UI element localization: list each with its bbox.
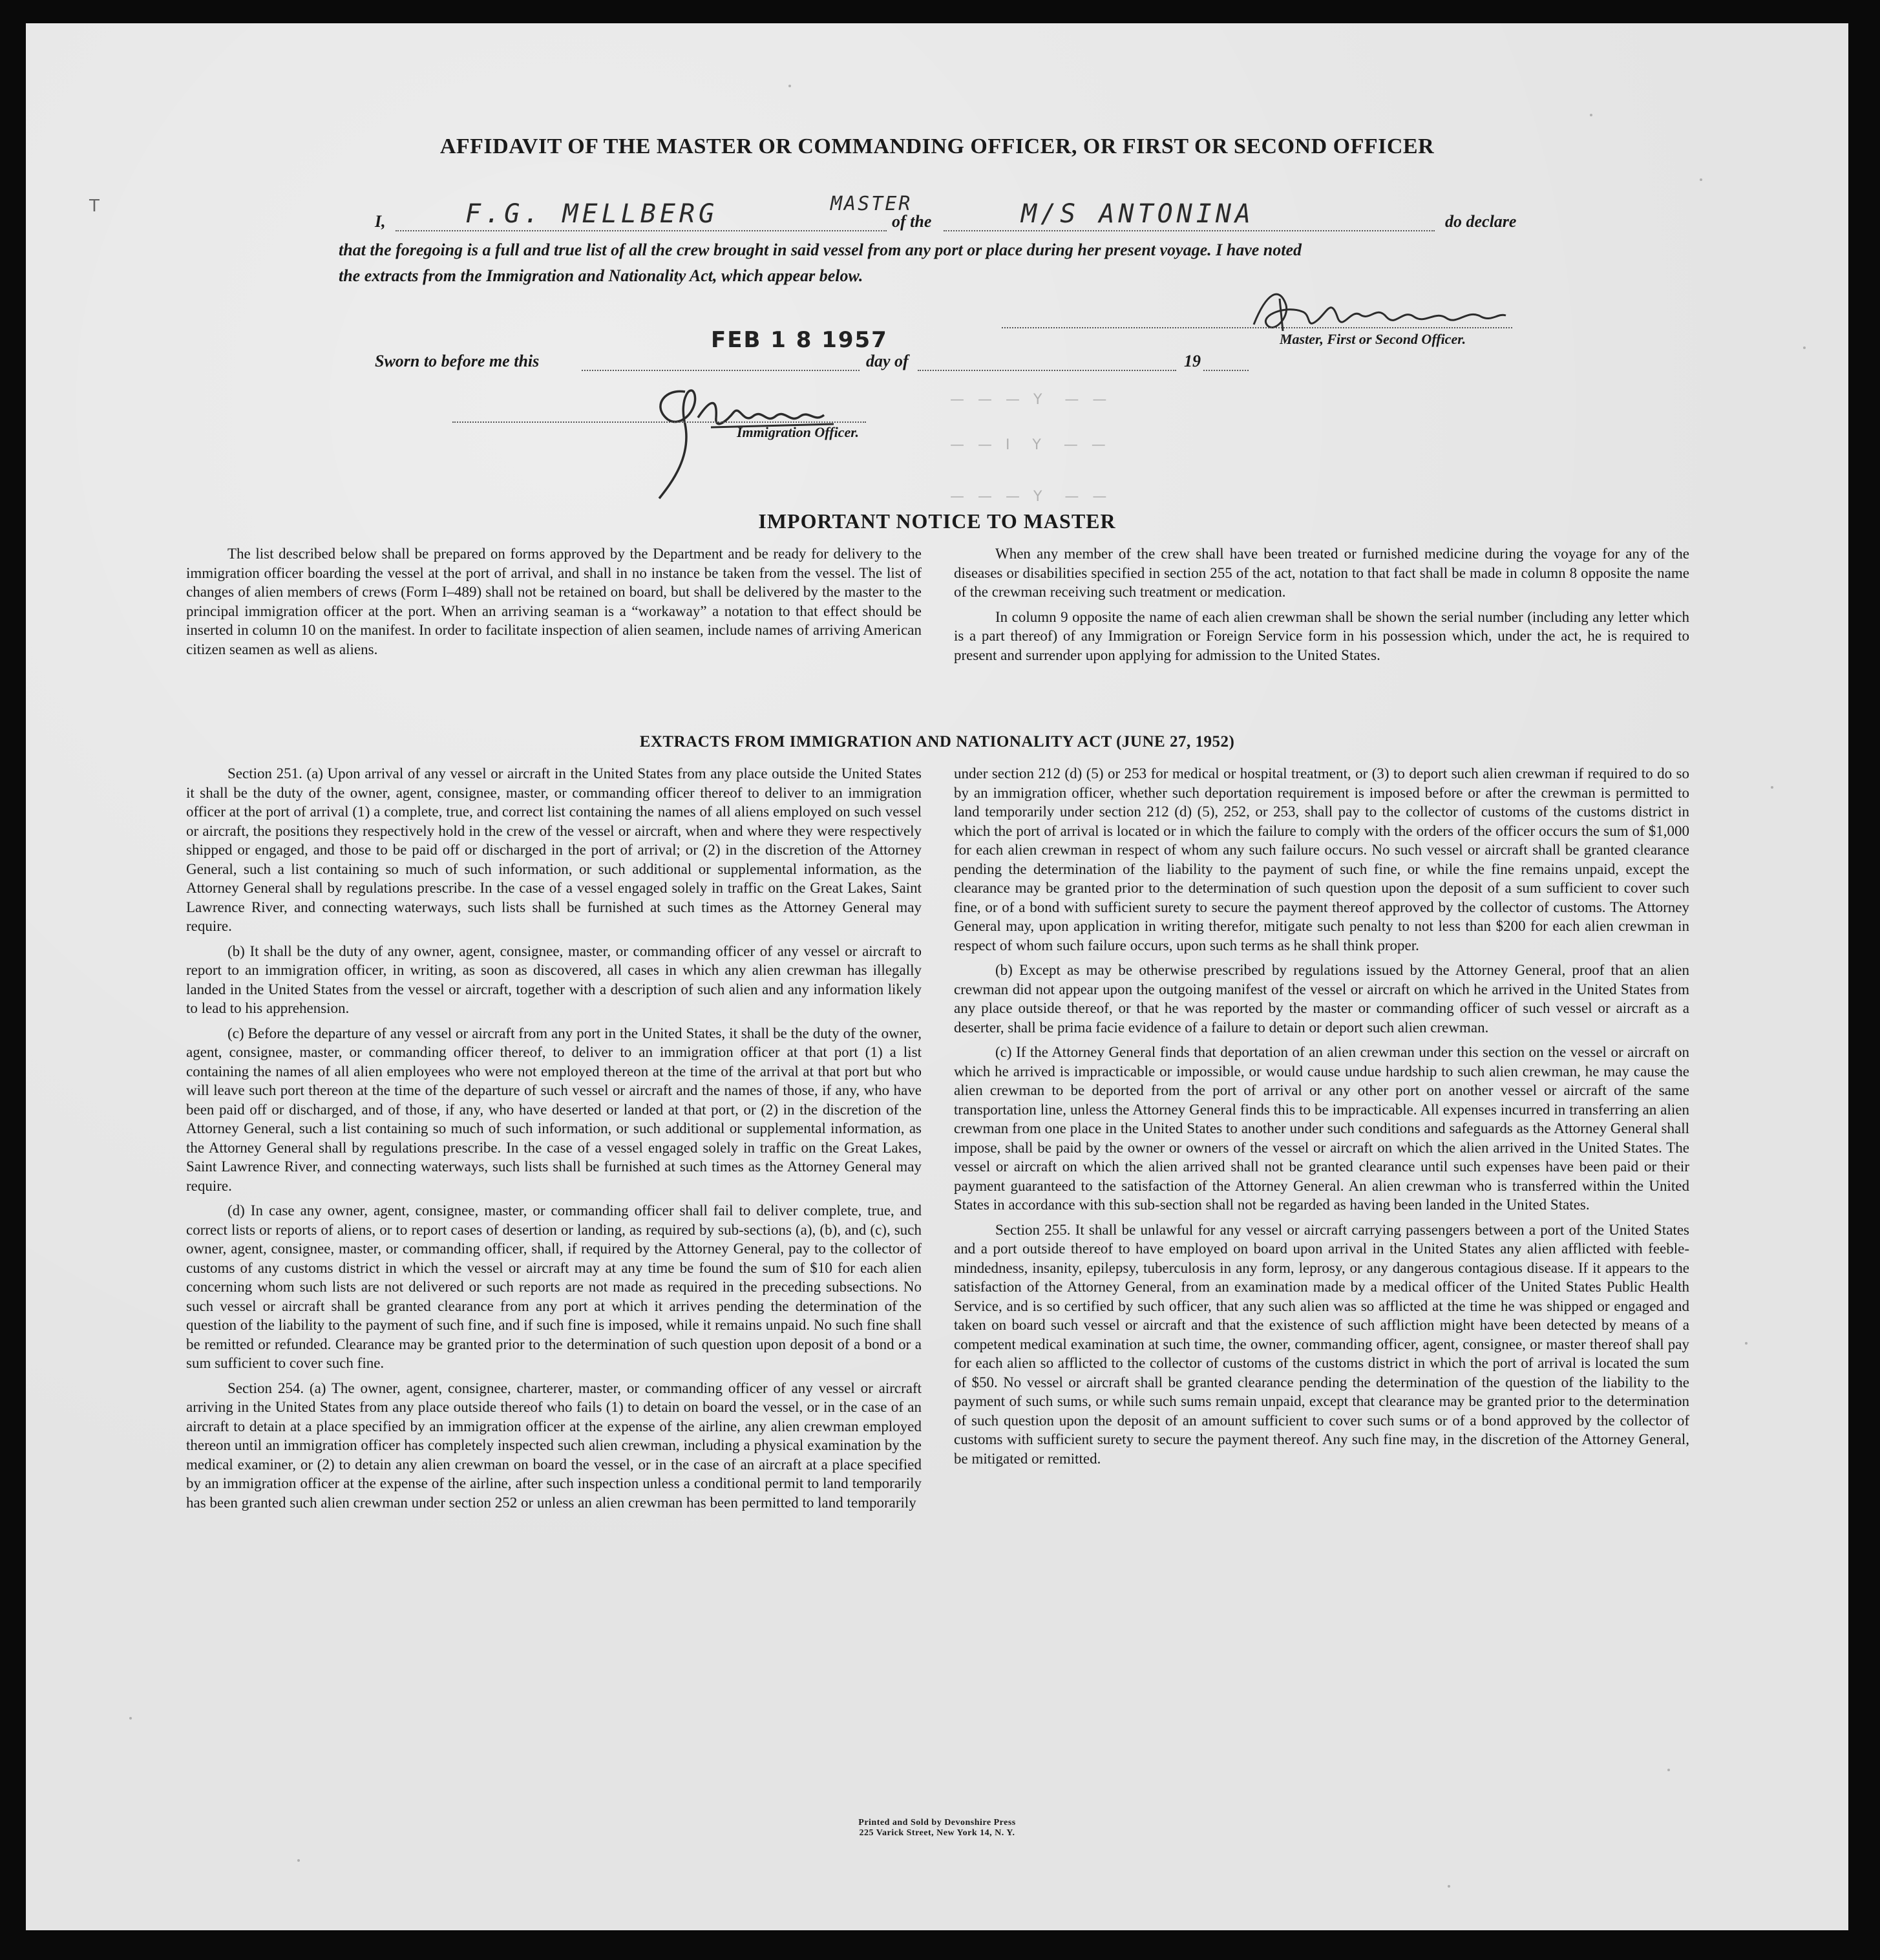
- sworn-label: Sworn to before me this: [375, 352, 540, 370]
- rank-handwritten: MASTER: [830, 193, 913, 215]
- vessel-name: M/S ANTONINA: [1021, 199, 1254, 229]
- section-251-d: (d) In case any owner, agent, consignee, master, or commanding officer shall fail to deliver complete, true, and correct lists or reports of aliens, or to report cases of desertion or landing, as required by sub-sections (a), (b), and (c), such owner, agent, consignee, master, or commanding officer, shall, if required by the Attorney General, pay to the collector of customs of any customs district in which the vessel or aircraft may at any time be found the sum of $10 for each alien concerning whom such lists are not delivered or such reports are not made as required in the preceding subsections. No such vessel or aircraft shall be granted clearance from any port at which it arrives pending the determination of the question of the liability to the payment of such fine, and if such fine is imposed, while it remains unpaid. No such fine shall be remitted or refunded. Clearance may be granted prior to the determination of such question upon deposit of a bond or a sum sufficient to cover such fine.: [186, 1202, 922, 1371]
- master-name-line: [396, 230, 887, 231]
- immigration-officer-line: [452, 421, 866, 423]
- printer-line-1: Printed and Sold by Devonshire Press: [858, 1818, 1016, 1827]
- immigration-officer-caption: Immigration Officer.: [737, 424, 860, 440]
- master-name: F.G. MELLBERG: [465, 199, 719, 229]
- day-of-label: day of: [866, 352, 909, 370]
- affidavit-form-page: [26, 23, 1848, 1930]
- scan-speck: [1667, 1769, 1670, 1771]
- section-251-c: (c) Before the departure of any vessel or aircraft from any port in the United States, it shall be the duty of the owner, agent, consignee, master, or commanding officer thereof, to deliver to an immigration officer at that port (1) a list containing the names of all alien employees who were not employed thereon at the time of the arrival at that port but who will leave such port thereon at the time of the departure of such vessel or aircraft and the names of those, if any, who have been paid off or discharged, and of those, if any, who have deserted or landed at that port, or (2) in the discretion of the Attorney General, such a list containing so much of such information, or such additional or supplemental information, as the Attorney General shall by regulations prescribe. In the case of a vessel engaged solely in traffic on the Great Lakes, Saint Lawrence River, and connecting waterways, such lists shall be furnished at such times as the Attorney General may require.: [186, 1025, 922, 1194]
- printer-line-2: 225 Varick Street, New York 14, N. Y.: [859, 1828, 1015, 1838]
- section-254-c: (c) If the Attorney General finds that deportation of an alien crewman under this section on the vessel or aircraft on which he arrived is impracticable or impossible, or would cause undue hardship to such alien crewman, he may cause the alien crewman to be deported from the port of arrival or any other port on another vessel or aircraft of the same transportation line, unless the Attorney General finds this to be impracticable. All expenses incurred in transferring an alien crewman from one place in the United States to another under such conditions and safeguards as the Attorney General shall impose, shall be paid by the owner or owners of the vessel or aircraft on which the alien arrived in the United States. The vessel or aircraft on which the alien arrived shall not be granted clearance until such expenses have been paid or their payment guaranteed to the satisfaction of the Attorney General. An alien crewman who is transferred within the United States in accordance with this sub-section shall not be regarded as having been landed in the United States.: [954, 1044, 1689, 1213]
- section-254-a: Section 254. (a) The owner, agent, consignee, charterer, master, or commanding officer of any vessel or aircraft arriving in the United States from any place outside thereof who fails (1) to detain on board the vessel, or in the case of an aircraft to detain at a place specified by an immigration officer at the expense of the airline, any alien crewman employed thereon until an immigration officer has completely inspected such alien crewman, including a physical examination by the medical examiner, or (2) to detain any alien crewman on board the vessel, or in the case of an aircraft at a place specified by an immigration officer at the expense of the airline, after such inspection unless a conditional permit to land temporarily has been granted such alien crewman under section 252 or unless an alien crewman has been permitted to land temporarily: [186, 1379, 922, 1511]
- sworn-year-line: [1203, 370, 1249, 371]
- scan-speck: [1700, 178, 1702, 181]
- sworn-day-line: [582, 370, 860, 371]
- section-254-a-continued: under section 212 (d) (5) or 253 for medical or hospital treatment, or (3) to deport such alien crewman if required to do so by an immigration officer, whether such deportation requirement is imposed before or after the crewman is permitted to land temporarily under section 212 (d) (5), 252, or 253, shall pay to the collector of customs of the customs district in which the port of arrival is located or in which the failure to comply with the orders of the officer occurs the sum of $1,000 for each alien crewman in respect of whom any such failure occurs. No such vessel or aircraft shall be granted clearance pending the determination of the liability to the payment of such fine, or while the fine remains unpaid, except the clearance may be granted prior to the determination of such question upon the deposit of a sum sufficient to cover such fine, or of a bond with sufficient surety to secure the payment thereof approved by the collector of customs. The Attorney General may, upon application in writing therefor, mitigate such penalty to not less than $200 for each alien crewman in respect of whom such failure occurs, upon such terms as he shall think proper.: [954, 765, 1689, 953]
- corner-mark: T: [89, 197, 100, 216]
- scan-speck: [1590, 114, 1592, 116]
- extracts-title: EXTRACTS FROM IMMIGRATION AND NATIONALITY ACT (JUNE 27, 1952): [639, 733, 1235, 751]
- affidavit-title: AFFIDAVIT OF THE MASTER OR COMMANDING OFFICER, OR FIRST OR SECOND OFFICER: [439, 134, 1435, 158]
- scan-speck: [1448, 1885, 1450, 1888]
- extracts-right-column: [954, 764, 1689, 1474]
- notice-title: IMPORTANT NOTICE TO MASTER: [758, 509, 1116, 533]
- notice-right-paragraph-2: In column 9 opposite the name of each alien crewman shall be shown the serial number (including any letter which is a part thereof) of any Immigration or Foreign Service form in his possession which, under the act, he is required to present and surrender upon applying for admission to the United States.: [954, 608, 1689, 663]
- scan-speck: [1745, 1342, 1748, 1345]
- notice-right-column: [954, 544, 1689, 670]
- scan-speck: [1771, 786, 1773, 789]
- year-label: 19: [1184, 352, 1201, 370]
- scan-speck: [1803, 346, 1806, 349]
- notice-right-paragraph-1: When any member of the crew shall have been treated or furnished medicine during the voyage for any of the diseases or disabilities specified in section 255 of the act, notation to that fact shall be made in column 8 opposite the name of the crewman receiving such treatment or medication.: [954, 546, 1689, 600]
- notice-left-paragraph: The list described below shall be prepared on forms approved by the Department and be ready for delivery to the immigration officer boarding the vessel at the port of arrival, and shall in no instance be taken from the vessel. The list of changes of alien members of crews (Form I–489) shall not be retained on board, but shall be delivered by the master to the principal immigration officer at the port. When an arriving seaman is a “workaway” a notation to that effect should be inserted in column 10 on the manifest. In order to facilitate inspection of alien seamen, include names of arriving American citizen seamen as well as aliens.: [186, 546, 922, 657]
- sworn-month-line: [918, 370, 1176, 371]
- bleed-through-mark: — — — Y — —: [950, 489, 1107, 505]
- i-label: I,: [375, 212, 386, 231]
- notice-left-column: [186, 544, 922, 665]
- master-signature-line: [1002, 327, 1512, 328]
- of-the-label: of the: [892, 212, 932, 231]
- extracts-left-column: [186, 764, 922, 1518]
- statement-line-1: that the foregoing is a full and true list of all the crew brought in said vessel from any port or place during her present voyage. I have noted: [339, 240, 1302, 259]
- scan-speck: [129, 1717, 132, 1720]
- printer-imprint: [26, 1818, 1848, 1838]
- section-251-b: (b) It shall be the duty of any owner, agent, consignee, master, or commanding officer of any vessel or aircraft to report to an immigration officer, in writing, as soon as discovered, all cases in which any alien crewman has illegally landed in the United States from the vessel or aircraft, together with a description of such alien and any information likely to lead to his apprehension.: [186, 943, 922, 1016]
- date-stamp: FEB 1 8 1957: [711, 327, 888, 353]
- scan-speck: [788, 85, 791, 87]
- section-251-a: Section 251. (a) Upon arrival of any vessel or aircraft in the United States from any place outside the United States it shall be the duty of the owner, agent, consignee, master, or commanding officer thereof to deliver to an immigration officer at the port of arrival (1) a complete, true, and correct list containing the names of all aliens employed on such vessel or aircraft, the positions they respectively hold in the crew of the vessel or aircraft, when and where they were respectively shipped or engaged, and those to be paid off or discharged in the port of arrival; or (2) in the discretion of the Attorney General, such a list containing so much of such information, or such additional or supplemental information, as the Attorney General shall by regulations prescribe. In the case of a vessel engaged solely in traffic on the Great Lakes, Saint Lawrence River, and connecting waterways, such lists shall be furnished at such times as the Attorney General may require.: [186, 765, 922, 934]
- statement-line-2: the extracts from the Immigration and Nationality Act, which appear below.: [339, 266, 863, 285]
- bleed-through-mark: — — I Y — —: [950, 437, 1106, 453]
- vessel-name-line: [944, 230, 1435, 231]
- bleed-through-mark: — — — Y — —: [950, 392, 1107, 408]
- section-255: Section 255. It shall be unlawful for any vessel or aircraft carrying passengers between a port of the United States and a port outside thereof to have employed on board upon arrival in the United States any alien afflicted with feeble-mindedness, insanity, epilepsy, tuberculosis in any form, leprosy, or any dangerous contagious disease. If it appears to the satisfaction of the Attorney General, from an examination made by a medical officer of the United States Public Health Service, and is so certified by such officer, that any such alien was so afflicted at the time he was shipped or engaged and taken on board such vessel or aircraft and that the existence of such affliction might have been detected by means of a competent medical examination at such time, the owner, commanding officer, agent, consignee, or master thereof shall pay for each alien so afflicted to the collector of customs of the customs district in which the port of arrival is located the sum of $50. No vessel or aircraft shall be granted clearance pending the determination of the question of the liability to the payment of such sums, or while such sums remain unpaid, except that clearance may be granted prior to the determination of such question upon the deposit of an amount sufficient to cover such sums or of a bond approved by the collector of customs with sufficient surety to secure the payment thereof. Any such fine may, in the discretion of the Attorney General, be mitigated or remitted.: [954, 1221, 1689, 1467]
- section-254-b: (b) Except as may be otherwise prescribed by regulations issued by the Attorney General, proof that an alien crewman did not appear upon the outgoing manifest of the vessel or aircraft on which he arrived in the United States from any place outside thereof, or that he was reported by the master or commanding officer of such vessel or aircraft as a deserter, shall be prima facie evidence of a failure to detain or deport such alien crewman.: [954, 962, 1689, 1036]
- do-declare: do declare: [1445, 212, 1517, 231]
- scan-speck: [297, 1859, 300, 1862]
- master-signature-caption: Master, First or Second Officer.: [1280, 331, 1466, 347]
